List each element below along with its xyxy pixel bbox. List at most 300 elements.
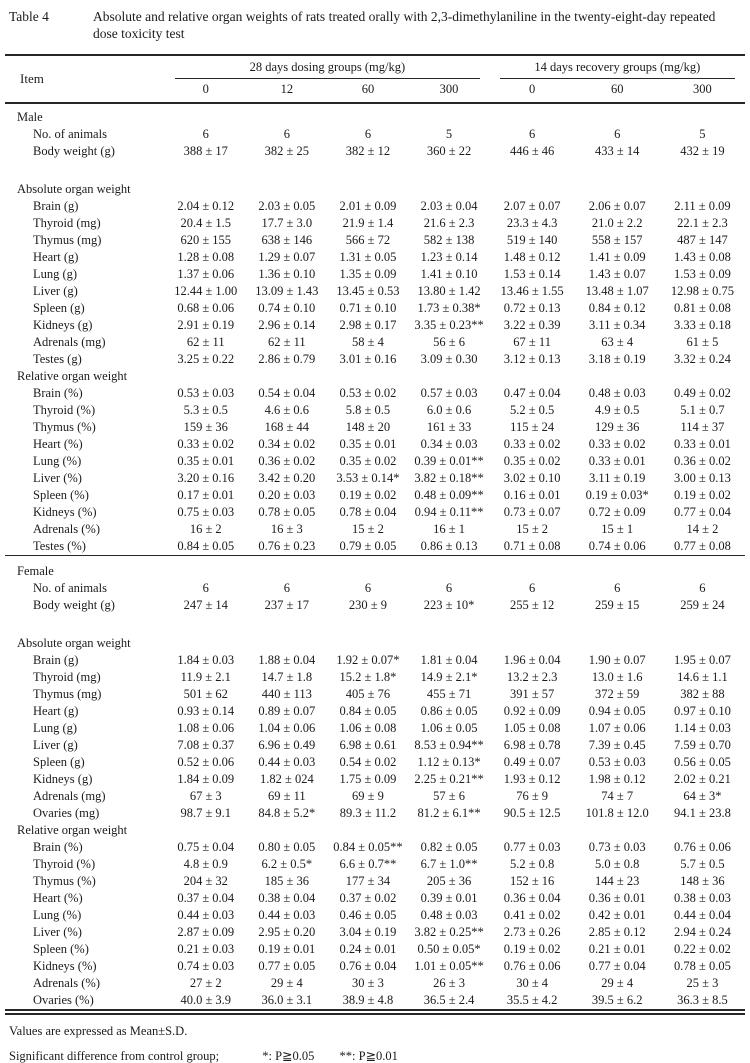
value-cell: 1.43 ± 0.08	[673, 250, 731, 264]
value-cell: 1.73 ± 0.38*	[417, 301, 481, 315]
value-cell: 6	[445, 581, 453, 595]
footnote-significance-text: Significant difference from control group;	[9, 1049, 220, 1063]
value-cell: 0.80 ± 0.05	[258, 840, 316, 854]
value-cell: 3.11 ± 0.34	[589, 318, 646, 332]
row-label: Body weight (g)	[33, 144, 115, 158]
subheader-label: Relative organ weight	[17, 823, 128, 837]
data-row	[5, 283, 745, 300]
data-row	[5, 992, 745, 1012]
value-cell: 0.77 ± 0.03	[503, 840, 561, 854]
value-cell: 6	[202, 581, 209, 595]
row-label: Ovaries (mg)	[33, 806, 100, 820]
value-cell: 0.36 ± 0.01	[588, 891, 646, 905]
value-cell: 0.46 ± 0.05	[339, 908, 397, 922]
value-cell: 148 ± 36	[680, 874, 725, 888]
value-cell: 0.84 ± 0.05	[339, 704, 397, 718]
footnote-p005: *: P≧0.05	[262, 1049, 315, 1063]
value-cell: 27 ± 2	[189, 976, 222, 990]
value-cell: 620 ± 155	[180, 233, 232, 247]
subheader-row	[5, 635, 745, 652]
value-cell: 0.81 ± 0.08	[673, 301, 731, 315]
value-cell: 0.42 ± 0.01	[588, 908, 646, 922]
value-cell: 0.44 ± 0.03	[258, 755, 316, 769]
value-cell: 0.76 ± 0.06	[673, 840, 731, 854]
value-cell: 247 ± 14	[183, 598, 228, 612]
data-row	[5, 597, 745, 614]
value-cell: 1.06 ± 0.05	[420, 721, 478, 735]
data-row	[5, 754, 745, 771]
value-cell: 0.94 ± 0.11**	[414, 505, 484, 519]
subheader-label: Relative organ weight	[17, 369, 128, 383]
subheader-row	[5, 368, 745, 385]
data-row	[5, 334, 745, 351]
value-cell: 433 ± 14	[595, 144, 640, 158]
caption-text: Absolute and relative organ weights of rats treated orally with 2,3-dimethylaniline in the twenty-eight-day repeated dose toxicity test	[93, 9, 716, 41]
value-cell: 2.85 ± 0.12	[588, 925, 646, 939]
dosing-group-label: 28 days dosing groups (mg/kg)	[175, 59, 479, 79]
row-label: Liver (g)	[33, 284, 78, 298]
value-cell: 0.48 ± 0.03	[420, 908, 478, 922]
value-cell: 0.37 ± 0.04	[177, 891, 235, 905]
value-cell: 0.84 ± 0.05**	[333, 840, 403, 854]
row-label: Spleen (g)	[33, 301, 85, 315]
value-cell: 62 ± 11	[186, 335, 225, 349]
value-cell: 76 ± 9	[516, 789, 549, 803]
data-row	[5, 198, 745, 215]
value-cell: 0.44 ± 0.03	[177, 908, 235, 922]
row-label: Thyroid (%)	[33, 403, 96, 417]
value-cell: 0.52 ± 0.06	[177, 755, 235, 769]
value-cell: 1.82 ± 024	[259, 772, 314, 786]
row-label: Adrenals (%)	[33, 522, 100, 536]
value-cell: 4.6 ± 0.6	[264, 403, 310, 417]
value-cell: 372 ± 59	[595, 687, 640, 701]
value-cell: 0.44 ± 0.04	[673, 908, 731, 922]
value-cell: 67 ± 3	[189, 789, 222, 803]
data-row	[5, 720, 745, 737]
row-label: Body weight (g)	[33, 598, 115, 612]
table-body	[5, 103, 745, 1012]
value-cell: 98.7 ± 9.1	[180, 806, 232, 820]
value-cell: 0.19 ± 0.02	[673, 488, 731, 502]
value-cell: 0.54 ± 0.04	[258, 386, 316, 400]
value-cell: 3.53 ± 0.14*	[336, 471, 400, 485]
data-row	[5, 958, 745, 975]
value-cell: 0.53 ± 0.03	[177, 386, 235, 400]
value-cell: 0.97 ± 0.10	[673, 704, 731, 718]
value-cell: 2.03 ± 0.05	[258, 199, 316, 213]
value-cell: 205 ± 36	[426, 874, 472, 888]
value-cell: 0.21 ± 0.03	[177, 942, 235, 956]
value-cell: 1.93 ± 0.12	[503, 772, 561, 786]
value-cell: 0.93 ± 0.14	[177, 704, 235, 718]
value-cell: 5.8 ± 0.5	[345, 403, 391, 417]
value-cell: 6	[614, 581, 621, 595]
row-label: No. of animals	[33, 581, 107, 595]
value-cell: 0.78 ± 0.04	[339, 505, 397, 519]
value-cell: 3.12 ± 0.13	[503, 352, 561, 366]
value-cell: 0.19 ± 0.02	[339, 488, 397, 502]
row-label: Liver (%)	[33, 925, 82, 939]
value-cell: 56 ± 6	[433, 335, 465, 349]
data-row	[5, 215, 745, 232]
row-label: Heart (g)	[33, 704, 79, 718]
value-cell: 0.75 ± 0.04	[177, 840, 235, 854]
value-cell: 3.04 ± 0.19	[339, 925, 397, 939]
value-cell: 0.53 ± 0.03	[588, 755, 646, 769]
data-row	[5, 300, 745, 317]
row-label: Heart (%)	[33, 437, 83, 451]
value-cell: 2.73 ± 0.26	[503, 925, 561, 939]
value-cell: 501 ± 62	[183, 687, 228, 701]
value-cell: 0.39 ± 0.01	[420, 891, 478, 905]
data-row	[5, 580, 745, 597]
data-row	[5, 652, 745, 669]
value-cell: 1.95 ± 0.07	[673, 653, 731, 667]
row-label: Heart (%)	[33, 891, 83, 905]
value-cell: 360 ± 22	[426, 144, 472, 158]
value-cell: 0.36 ± 0.02	[258, 454, 316, 468]
value-cell: 0.41 ± 0.02	[503, 908, 561, 922]
data-row	[5, 143, 745, 160]
value-cell: 5.0 ± 0.8	[595, 857, 640, 871]
value-cell: 21.0 ± 2.2	[591, 216, 643, 230]
value-cell: 0.39 ± 0.01**	[414, 454, 484, 468]
value-cell: 22.1 ± 2.3	[677, 216, 728, 230]
value-cell: 6	[364, 127, 372, 141]
row-label: Lung (%)	[33, 908, 82, 922]
dose-column-header: 300	[660, 79, 745, 103]
value-cell: 81.2 ± 6.1**	[417, 806, 481, 820]
value-cell: 6	[614, 127, 621, 141]
value-cell: 0.75 ± 0.03	[177, 505, 235, 519]
value-cell: 0.38 ± 0.03	[673, 891, 731, 905]
recovery-group-label: 14 days recovery groups (mg/kg)	[500, 59, 735, 79]
data-row	[5, 771, 745, 788]
value-cell: 2.94 ± 0.24	[673, 925, 731, 939]
value-cell: 14.7 ± 1.8	[261, 670, 313, 684]
value-cell: 432 ± 19	[680, 144, 725, 158]
dosing-group-header	[165, 55, 489, 79]
value-cell: 487 ± 147	[677, 233, 728, 247]
value-cell: 38.9 ± 4.8	[342, 993, 394, 1007]
organ-weights-table	[5, 54, 745, 1015]
value-cell: 69 ± 11	[268, 789, 306, 803]
data-row	[5, 126, 745, 143]
data-row	[5, 975, 745, 992]
value-cell: 638 ± 146	[261, 233, 313, 247]
value-cell: 0.76 ± 0.23	[258, 539, 316, 553]
value-cell: 148 ± 20	[345, 420, 391, 434]
value-cell: 1.31 ± 0.05	[339, 250, 397, 264]
value-cell: 23.3 ± 4.3	[506, 216, 558, 230]
value-cell: 6	[529, 581, 536, 595]
value-cell: 0.17 ± 0.01	[177, 488, 235, 502]
value-cell: 161 ± 33	[426, 420, 472, 434]
value-cell: 1.12 ± 0.13*	[417, 755, 481, 769]
value-cell: 0.77 ± 0.04	[673, 505, 731, 519]
value-cell: 1.05 ± 0.08	[503, 721, 561, 735]
value-cell: 0.49 ± 0.02	[673, 386, 731, 400]
row-label: Thymus (%)	[33, 420, 96, 434]
value-cell: 259 ± 15	[595, 598, 640, 612]
data-row	[5, 703, 745, 720]
value-cell: 1.37 ± 0.06	[177, 267, 235, 281]
value-cell: 90.5 ± 12.5	[503, 806, 561, 820]
value-cell: 16 ± 1	[433, 522, 465, 536]
row-label: Adrenals (%)	[33, 976, 100, 990]
value-cell: 14.6 ± 1.1	[677, 670, 728, 684]
value-cell: 204 ± 32	[183, 874, 228, 888]
value-cell: 3.32 ± 0.24	[673, 352, 731, 366]
group-header-row	[5, 55, 745, 79]
value-cell: 0.19 ± 0.01	[258, 942, 316, 956]
value-cell: 1.28 ± 0.08	[177, 250, 235, 264]
value-cell: 455 ± 71	[426, 687, 472, 701]
value-cell: 13.80 ± 1.42	[417, 284, 481, 298]
dose-column-header: 60	[327, 79, 408, 103]
value-cell: 0.77 ± 0.04	[588, 959, 646, 973]
value-cell: 0.35 ± 0.02	[339, 454, 397, 468]
value-cell: 13.09 ± 1.43	[255, 284, 319, 298]
value-cell: 6.96 ± 0.49	[258, 738, 316, 752]
value-cell: 0.53 ± 0.02	[339, 386, 397, 400]
spacer-cell	[5, 160, 745, 181]
row-label: Testes (g)	[33, 352, 82, 366]
value-cell: 1.43 ± 0.07	[588, 267, 646, 281]
value-cell: 0.38 ± 0.04	[258, 891, 316, 905]
value-cell: 12.98 ± 0.75	[670, 284, 734, 298]
dose-column-header: 60	[575, 79, 660, 103]
dose-column-header: 0	[165, 79, 246, 103]
value-cell: 3.22 ± 0.39	[503, 318, 561, 332]
value-cell: 94.1 ± 23.8	[673, 806, 731, 820]
value-cell: 0.48 ± 0.09**	[414, 488, 484, 502]
value-cell: 21.9 ± 1.4	[342, 216, 394, 230]
value-cell: 26 ± 3	[433, 976, 465, 990]
value-cell: 61 ± 5	[686, 335, 719, 349]
value-cell: 0.48 ± 0.03	[588, 386, 646, 400]
value-cell: 1.06 ± 0.08	[339, 721, 397, 735]
value-cell: 0.68 ± 0.06	[177, 301, 235, 315]
value-cell: 255 ± 12	[509, 598, 555, 612]
value-cell: 36.0 ± 3.1	[261, 993, 313, 1007]
value-cell: 14 ± 2	[686, 522, 719, 536]
row-label: Spleen (g)	[33, 755, 85, 769]
value-cell: 0.72 ± 0.09	[588, 505, 646, 519]
value-cell: 2.01 ± 0.09	[339, 199, 397, 213]
value-cell: 20.4 ± 1.5	[180, 216, 232, 230]
table-caption	[0, 0, 750, 42]
value-cell: 5.2 ± 0.8	[509, 857, 555, 871]
row-label: Liver (%)	[33, 471, 82, 485]
value-cell: 39.5 ± 6.2	[591, 993, 643, 1007]
value-cell: 1.88 ± 0.04	[258, 653, 316, 667]
value-cell: 152 ± 16	[509, 874, 555, 888]
value-cell: 74 ± 7	[601, 789, 634, 803]
value-cell: 2.06 ± 0.07	[588, 199, 646, 213]
value-cell: 3.09 ± 0.30	[420, 352, 478, 366]
row-label: Kidneys (%)	[33, 959, 97, 973]
value-cell: 177 ± 34	[345, 874, 391, 888]
value-cell: 36.5 ± 2.4	[423, 993, 475, 1007]
value-cell: 6	[283, 127, 290, 141]
value-cell: 1.07 ± 0.06	[588, 721, 646, 735]
footnotes	[9, 1024, 750, 1063]
value-cell: 5.7 ± 0.5	[680, 857, 725, 871]
row-label: Thymus (mg)	[33, 233, 102, 247]
data-row	[5, 521, 745, 538]
row-label: Thyroid (%)	[33, 857, 96, 871]
value-cell: 12.44 ± 1.00	[174, 284, 238, 298]
subheader-label: Absolute organ weight	[17, 636, 131, 650]
row-label: Liver (g)	[33, 738, 78, 752]
value-cell: 15 ± 2	[516, 522, 549, 536]
row-label: Lung (g)	[33, 267, 78, 281]
value-cell: 30 ± 4	[516, 976, 549, 990]
value-cell: 6.0 ± 0.6	[426, 403, 472, 417]
dose-column-header: 300	[408, 79, 489, 103]
value-cell: 0.49 ± 0.07	[503, 755, 561, 769]
value-cell: 0.73 ± 0.03	[588, 840, 646, 854]
spacer-row	[5, 160, 745, 181]
data-row	[5, 504, 745, 521]
value-cell: 0.16 ± 0.01	[503, 488, 561, 502]
data-row	[5, 470, 745, 487]
row-label: Lung (g)	[33, 721, 78, 735]
value-cell: 0.20 ± 0.03	[258, 488, 316, 502]
spacer-cell	[5, 614, 745, 635]
value-cell: 0.33 ± 0.01	[588, 454, 646, 468]
value-cell: 3.82 ± 0.18**	[414, 471, 484, 485]
value-cell: 1.36 ± 0.10	[258, 267, 316, 281]
value-cell: 0.76 ± 0.06	[503, 959, 561, 973]
row-label: Kidneys (g)	[33, 772, 93, 786]
subheader-row	[5, 181, 745, 198]
value-cell: 1.01 ± 0.05**	[414, 959, 484, 973]
value-cell: 1.96 ± 0.04	[503, 653, 561, 667]
value-cell: 0.78 ± 0.05	[258, 505, 316, 519]
value-cell: 2.07 ± 0.07	[503, 199, 561, 213]
value-cell: 0.73 ± 0.07	[503, 505, 561, 519]
value-cell: 6	[529, 127, 536, 141]
value-cell: 0.89 ± 0.07	[258, 704, 316, 718]
value-cell: 3.20 ± 0.16	[177, 471, 235, 485]
value-cell: 1.29 ± 0.07	[258, 250, 316, 264]
data-row	[5, 232, 745, 249]
value-cell: 1.84 ± 0.09	[177, 772, 235, 786]
value-cell: 3.01 ± 0.16	[339, 352, 397, 366]
value-cell: 440 ± 113	[261, 687, 312, 701]
data-row	[5, 873, 745, 890]
value-cell: 0.86 ± 0.13	[420, 539, 478, 553]
data-row	[5, 856, 745, 873]
value-cell: 30 ± 3	[352, 976, 384, 990]
data-row	[5, 669, 745, 686]
value-cell: 2.96 ± 0.14	[258, 318, 316, 332]
value-cell: 1.48 ± 0.12	[503, 250, 561, 264]
data-row	[5, 436, 745, 453]
footnote-p001: **: P≧0.01	[339, 1049, 398, 1063]
row-label: Brain (%)	[33, 840, 83, 854]
value-cell: 6.98 ± 0.78	[503, 738, 561, 752]
value-cell: 0.35 ± 0.01	[339, 437, 397, 451]
value-cell: 36.3 ± 8.5	[677, 993, 728, 1007]
value-cell: 0.24 ± 0.01	[339, 942, 397, 956]
value-cell: 2.95 ± 0.20	[258, 925, 316, 939]
row-label: Thyroid (mg)	[33, 216, 101, 230]
value-cell: 1.14 ± 0.03	[673, 721, 731, 735]
row-label: Thyroid (mg)	[33, 670, 101, 684]
value-cell: 4.8 ± 0.9	[183, 857, 228, 871]
value-cell: 1.92 ± 0.07*	[336, 653, 400, 667]
value-cell: 29 ± 4	[270, 976, 303, 990]
value-cell: 1.53 ± 0.14	[503, 267, 561, 281]
value-cell: 3.33 ± 0.18	[673, 318, 731, 332]
value-cell: 2.87 ± 0.09	[177, 925, 235, 939]
value-cell: 2.91 ± 0.19	[177, 318, 235, 332]
data-row	[5, 941, 745, 958]
value-cell: 0.35 ± 0.02	[503, 454, 561, 468]
value-cell: 4.9 ± 0.5	[595, 403, 640, 417]
value-cell: 0.36 ± 0.02	[673, 454, 731, 468]
row-label: Spleen (%)	[33, 942, 89, 956]
row-label: Brain (g)	[33, 199, 79, 213]
row-label: Adrenals (mg)	[33, 335, 106, 349]
value-cell: 2.25 ± 0.21**	[414, 772, 484, 786]
row-label: Kidneys (g)	[33, 318, 93, 332]
data-row	[5, 839, 745, 856]
value-cell: 6	[202, 127, 209, 141]
value-cell: 3.35 ± 0.23**	[414, 318, 484, 332]
value-cell: 3.18 ± 0.19	[588, 352, 646, 366]
value-cell: 21.6 ± 2.3	[423, 216, 475, 230]
value-cell: 0.56 ± 0.05	[673, 755, 731, 769]
value-cell: 5	[699, 127, 706, 141]
value-cell: 0.35 ± 0.01	[177, 454, 235, 468]
row-label: No. of animals	[33, 127, 107, 141]
value-cell: 129 ± 36	[595, 420, 640, 434]
value-cell: 2.86 ± 0.79	[258, 352, 316, 366]
value-cell: 6	[283, 581, 290, 595]
data-row	[5, 487, 745, 504]
value-cell: 0.19 ± 0.03*	[585, 488, 649, 502]
value-cell: 57 ± 6	[433, 789, 465, 803]
section-title: Female	[5, 556, 745, 581]
row-label: Lung (%)	[33, 454, 82, 468]
value-cell: 84.8 ± 5.2*	[258, 806, 316, 820]
footnote-significance	[9, 1049, 750, 1063]
value-cell: 16 ± 2	[189, 522, 222, 536]
value-cell: 7.39 ± 0.45	[588, 738, 646, 752]
data-row	[5, 419, 745, 436]
section-header-row	[5, 556, 745, 581]
row-label: Testes (%)	[33, 539, 86, 553]
value-cell: 0.77 ± 0.05	[258, 959, 316, 973]
value-cell: 0.79 ± 0.05	[339, 539, 397, 553]
value-cell: 29 ± 4	[601, 976, 634, 990]
value-cell: 13.46 ± 1.55	[500, 284, 564, 298]
data-row	[5, 351, 745, 368]
footnote-mean-sd: Values are expressed as Mean±S.D.	[9, 1024, 188, 1038]
row-label: Spleen (%)	[33, 488, 89, 502]
value-cell: 0.76 ± 0.04	[339, 959, 397, 973]
value-cell: 382 ± 12	[345, 144, 391, 158]
value-cell: 0.19 ± 0.02	[503, 942, 561, 956]
row-label: Ovaries (%)	[33, 993, 94, 1007]
value-cell: 259 ± 24	[680, 598, 725, 612]
value-cell: 3.02 ± 0.10	[503, 471, 561, 485]
